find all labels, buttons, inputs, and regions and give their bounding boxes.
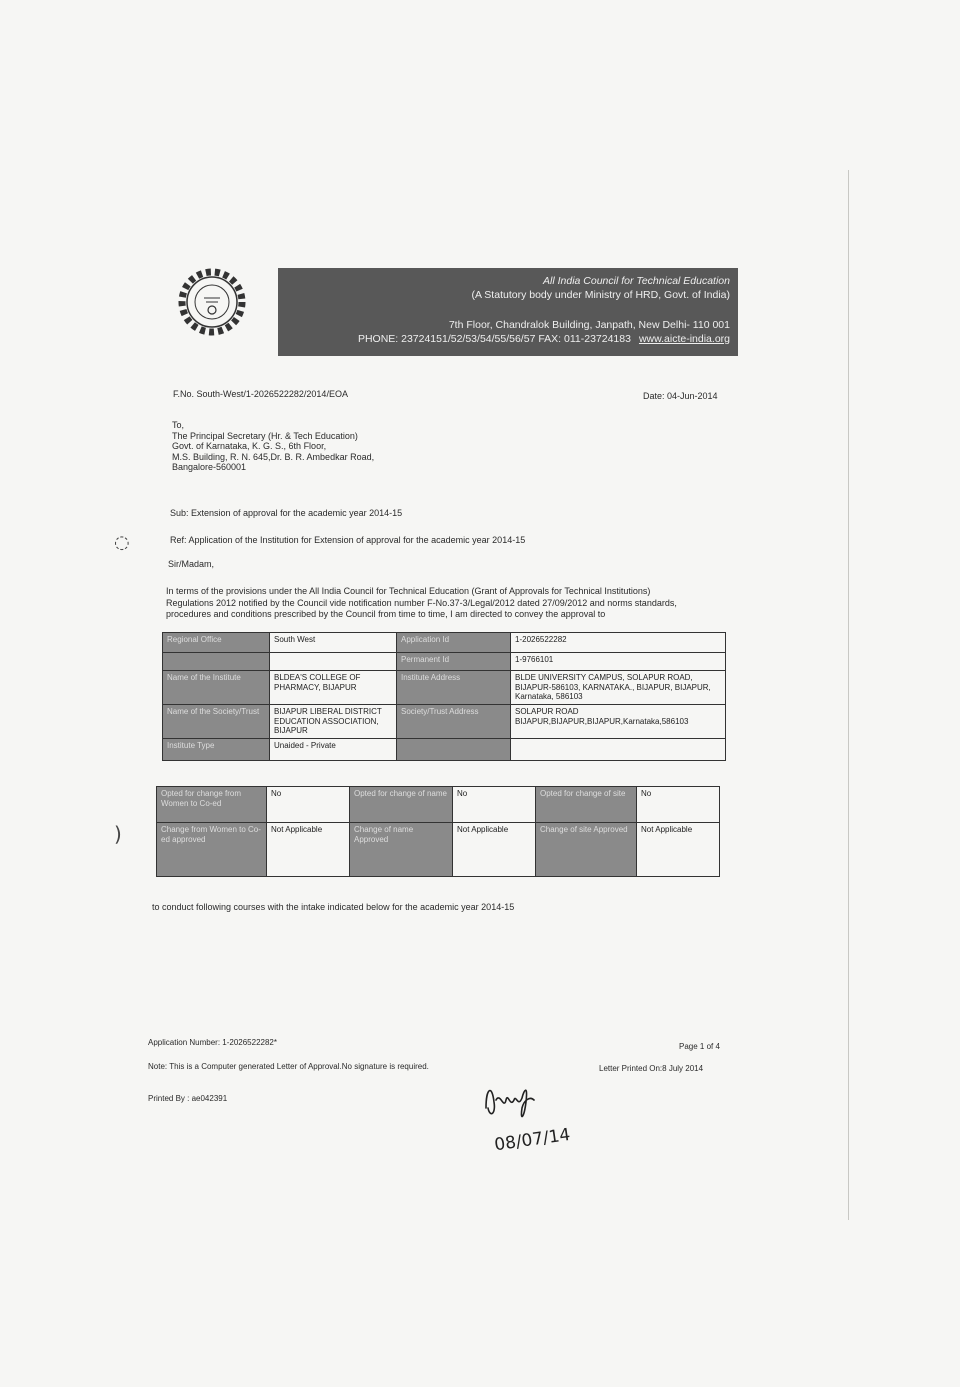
handwritten-signature-date: [480, 1078, 600, 1156]
society-name-value: BIJAPUR LIBERAL DISTRICT EDUCATION ASSOCIATION, BIJAPUR: [270, 705, 397, 739]
table-label: Name of the Institute: [163, 671, 270, 705]
address-line: The Principal Secretary (Hr. & Tech Education): [172, 430, 358, 441]
address-line: Govt. of Karnataka, K. G. S., 6th Floor,: [172, 441, 327, 451]
institute-details-table: [162, 632, 726, 761]
margin-hole-mark: ◌: [114, 532, 130, 553]
website-link[interactable]: www.aicte-india.org: [638, 333, 730, 345]
reference-line: Ref: Application of the Institution for Extension of approval for the academic year 2014-15: [170, 535, 526, 545]
table-label: Institute Type: [163, 739, 270, 761]
table-label: Permanent Id: [397, 653, 511, 671]
recipient-address: [172, 420, 374, 473]
chg-name-value: Not Applicable: [453, 823, 536, 877]
regional-office-value: South West: [270, 633, 397, 653]
salutation: Sir/Madam,: [168, 559, 215, 569]
page-number: Page 1 of 4: [679, 1042, 720, 1051]
file-number: F.No. South-West/1-2026522282/2014/EOA: [173, 389, 348, 399]
table-label: Opted for change of site: [536, 787, 637, 823]
org-subtitle: (A Statutory body under Ministry of HRD, Govt. of India): [471, 289, 730, 301]
org-name: All India Council for Technical Education: [543, 275, 730, 287]
change-options-table: [156, 786, 720, 877]
table-label: Change of site Approved: [536, 823, 637, 877]
body-line: Regulations 2012 notified by the Council vide notification number F-No.37-3/Legal/2012 dated 27/09/2012 and norms standards,: [166, 597, 677, 608]
body-paragraph: [166, 586, 677, 621]
table-label: Regional Office: [163, 633, 270, 653]
table-label: Institute Address: [397, 671, 511, 705]
chg-women-value: Not Applicable: [267, 823, 350, 877]
svg-text:08/07/14: 08/07/14: [493, 1124, 572, 1156]
opt-women-value: No: [267, 787, 350, 823]
institute-address-value: BLDE UNIVERSITY CAMPUS, SOLAPUR ROAD, BIJAPUR-586103, KARNATAKA., BIJAPUR, BIJAPUR, Karnataka, 586103: [511, 671, 726, 705]
chg-site-value: Not Applicable: [637, 823, 720, 877]
table-label: Opted for change from Women to Co-ed: [157, 787, 267, 823]
printed-on-date: Letter Printed On:8 July 2014: [599, 1064, 704, 1073]
org-contact: [358, 332, 730, 346]
table-label: Application Id: [397, 633, 511, 653]
institute-name-value: BLDEA'S COLLEGE OF PHARMACY, BIJAPUR: [270, 671, 397, 705]
margin-bracket-mark: ): [114, 822, 122, 846]
application-number: Application Number: 1-2026522282*: [148, 1038, 277, 1047]
table-blank-cell: [270, 653, 397, 671]
table-blank-cell: [511, 739, 726, 761]
page-edge-line: [848, 170, 849, 1220]
table-label: Society/Trust Address: [397, 705, 511, 739]
org-address: 7th Floor, Chandralok Building, Janpath, New Delhi- 110 001: [448, 319, 730, 331]
printed-by: Printed By : ae042391: [148, 1094, 228, 1103]
permanent-id-value: 1-9766101: [511, 653, 726, 671]
society-address-value: SOLAPUR ROAD BIJAPUR,BIJAPUR,BIJAPUR,Karnataka,586103: [511, 705, 726, 739]
body-line: In terms of the provisions under the All India Council for Technical Education (Grant of Approvals for Technical Institutions): [166, 586, 651, 596]
opt-name-value: No: [453, 787, 536, 823]
aicte-gear-seal-icon: [174, 264, 250, 340]
institute-type-value: Unaided - Private: [270, 739, 397, 761]
table-blank-cell: [397, 739, 511, 761]
address-line: To,: [172, 420, 185, 430]
letter-date: Date: 04-Jun-2014: [643, 391, 718, 401]
table-label: Name of the Society/Trust: [163, 705, 270, 739]
subject-line: Sub: Extension of approval for the academic year 2014-15: [170, 508, 403, 518]
application-id-value: 1-2026522282: [511, 633, 726, 653]
phone-fax: PHONE: 23724151/52/53/54/55/56/57 FAX: 011-23724183: [357, 333, 631, 345]
table-blank-cell: [163, 653, 270, 671]
opt-site-value: No: [637, 787, 720, 823]
table-label: Opted for change of name: [350, 787, 453, 823]
computer-generated-note: Note: This is a Computer generated Letter of Approval.No signature is required.: [148, 1062, 429, 1071]
closing-line: to conduct following courses with the intake indicated below for the academic year 2014-15: [152, 902, 515, 912]
letterhead-band: [278, 268, 738, 356]
address-line: Bangalore-560001: [172, 462, 247, 472]
table-label: Change from Women to Co-ed approved: [157, 823, 267, 877]
address-line: M.S. Building, R. N. 645,Dr. B. R. Ambedkar Road,: [172, 451, 375, 462]
body-line: procedures and conditions prescribed by the Council from time to time, I am directed to convey the approval to: [166, 609, 606, 619]
table-label: Change of name Approved: [350, 823, 453, 877]
